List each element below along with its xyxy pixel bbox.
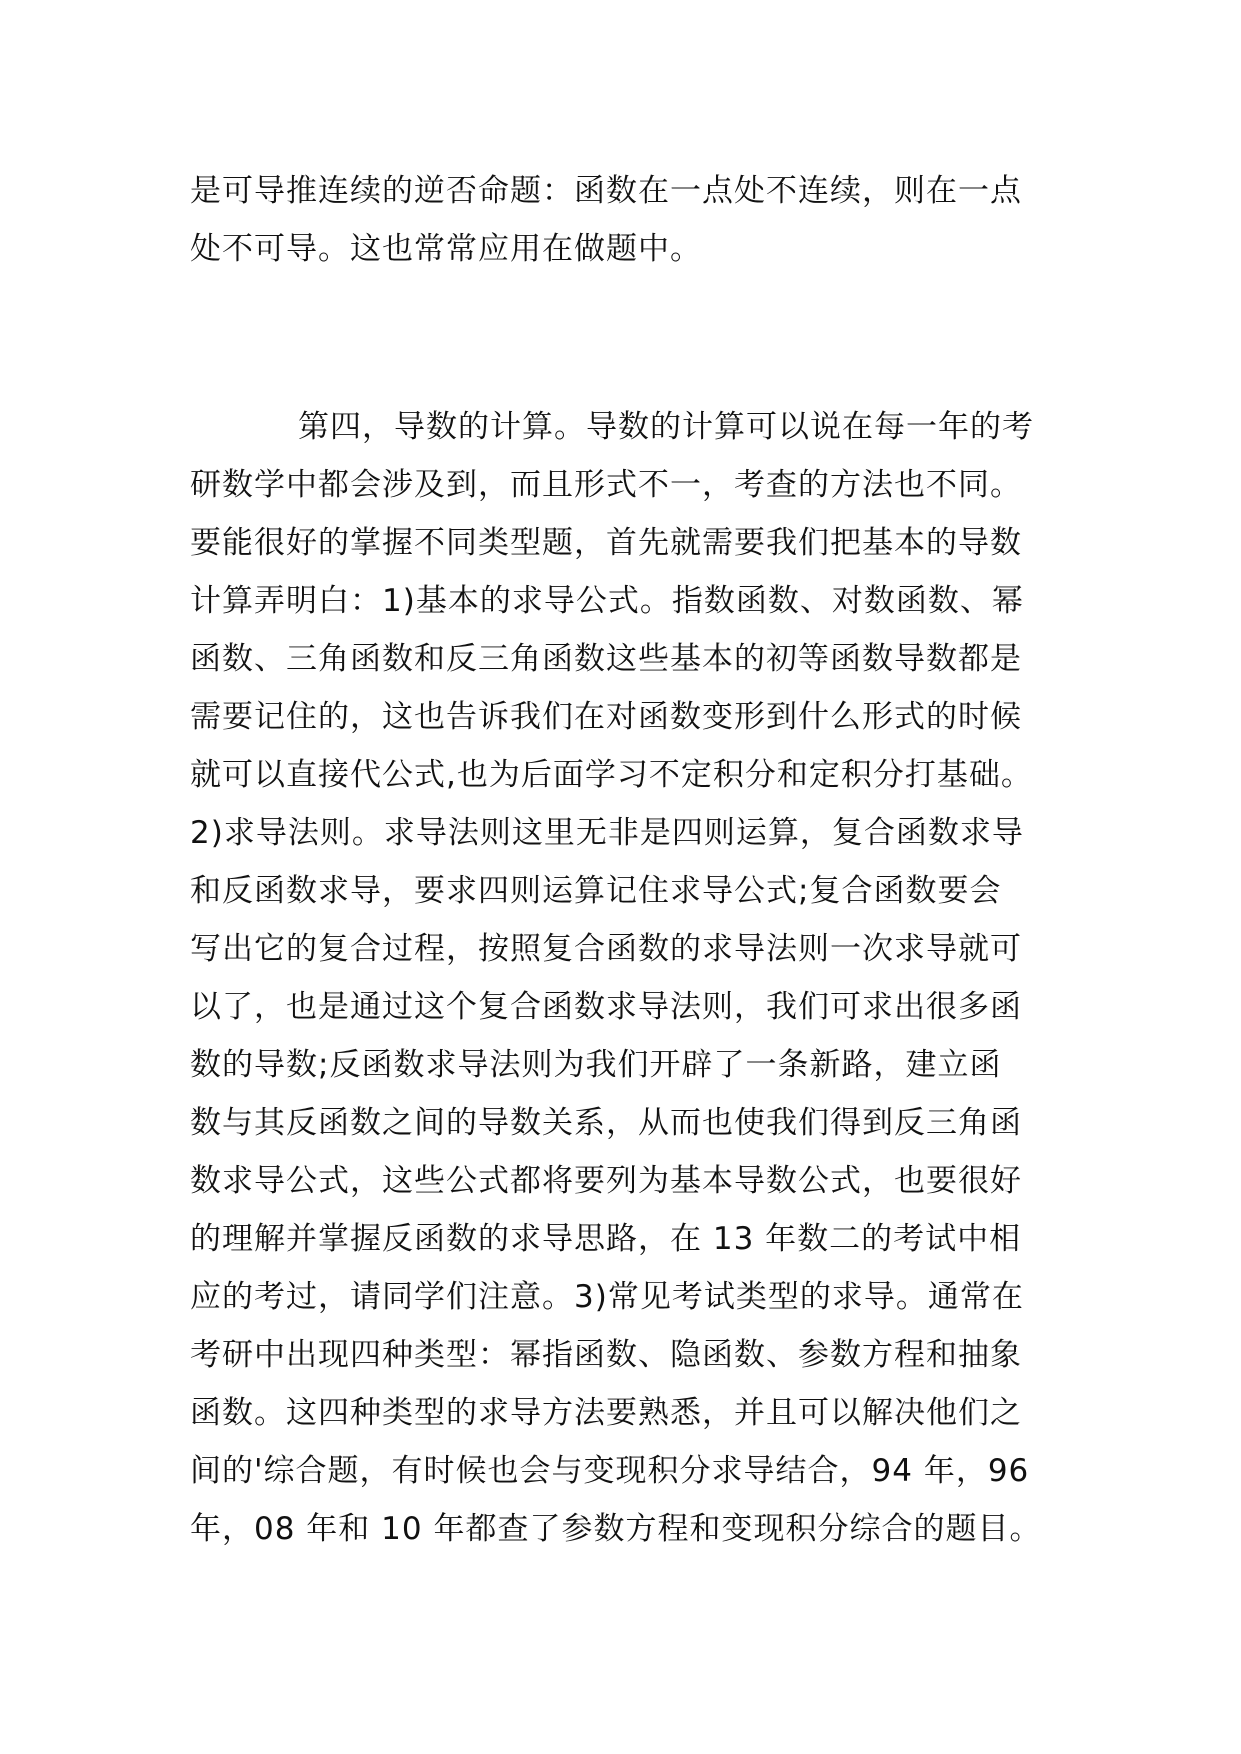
text-line: 间的'综合题，有时候也会与变现积分求导结合，94 年，96 <box>190 1453 1030 1489</box>
text-line: 数与其反函数之间的导数关系，从而也使我们得到反三角函 <box>190 1105 1022 1141</box>
text-line: 处不可导。这也常常应用在做题中。 <box>190 231 702 267</box>
text-line: 以了，也是通过这个复合函数求导法则，我们可求出很多函 <box>190 989 1022 1025</box>
text-line: 写出它的复合过程，按照复合函数的求导法则一次求导就可 <box>190 931 1022 967</box>
text-line: 函数、三角函数和反三角函数这些基本的初等函数导数都是 <box>190 641 1022 677</box>
text-line: 数的导数;反函数求导法则为我们开辟了一条新路，建立函 <box>190 1047 1002 1083</box>
text-line: 和反函数求导，要求四则运算记住求导公式;复合函数要会 <box>190 873 1002 909</box>
text-line: 考研中出现四种类型：幂指函数、隐函数、参数方程和抽象 <box>190 1337 1022 1373</box>
text-line: 研数学中都会涉及到，而且形式不一，考查的方法也不同。 <box>190 467 1022 503</box>
paragraph-derivative-calculation <box>190 398 1070 1558</box>
text-line: 应的考过，请同学们注意。3)常见考试类型的求导。通常在 <box>190 1279 1024 1315</box>
text-line: 2)求导法则。求导法则这里无非是四则运算，复合函数求导 <box>190 815 1024 851</box>
text-line: 的理解并掌握反函数的求导思路，在 13 年数二的考试中相 <box>190 1221 1022 1257</box>
text-line: 要能很好的掌握不同类型题，首先就需要我们把基本的导数 <box>190 525 1022 561</box>
text-line: 年，08 年和 10 年都查了参数方程和变现积分综合的题目。 <box>190 1511 1042 1547</box>
text-line: 就可以直接代公式,也为后面学习不定积分和定积分打基础。 <box>190 757 1033 793</box>
text-line: 数求导公式，这些公式都将要列为基本导数公式，也要很好 <box>190 1163 1022 1199</box>
text-line: 函数。这四种类型的求导方法要熟悉，并且可以解决他们之 <box>190 1395 1022 1431</box>
text-line: 是可导推连续的逆否命题：函数在一点处不连续，则在一点 <box>190 173 1022 209</box>
text-line: 计算弄明白：1)基本的求导公式。指数函数、对数函数、幂 <box>190 583 1024 619</box>
text-line: 需要记住的，这也告诉我们在对函数变形到什么形式的时候 <box>190 699 1022 735</box>
paragraph-continuity <box>190 162 1070 278</box>
text-line: 第四，导数的计算。导数的计算可以说在每一年的考 <box>298 409 1034 445</box>
